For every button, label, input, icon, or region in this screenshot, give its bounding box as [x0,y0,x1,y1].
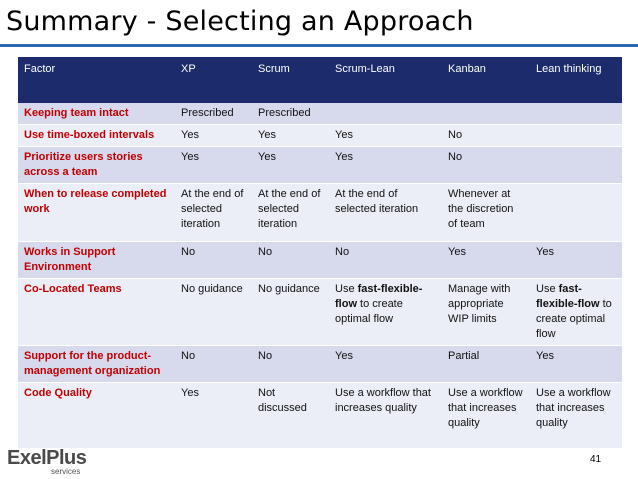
row-factor: When to release completed work [18,184,175,242]
table-cell: Use a workflow that increases quality [530,383,622,449]
row-factor: Works in Support Environment [18,242,175,279]
table-row [18,147,622,184]
company-logo [7,447,97,477]
row-factor: Co-Located Teams [18,279,175,346]
table-cell: Yes [175,383,252,449]
table-cell [442,103,530,125]
table-row [18,184,622,242]
table-cell [530,125,622,147]
table-cell [530,147,622,184]
table-cell: Manage with appropriate WIP limits [442,279,530,346]
header-factor: Factor [18,57,175,103]
slide-title: Summary - Selecting an Approach [6,6,474,37]
row-factor: Use time-boxed intervals [18,125,175,147]
table-cell: Yes [175,147,252,184]
table-cell: No [252,346,329,383]
table-cell: Yes [442,242,530,279]
row-factor: Prioritize users stories across a team [18,147,175,184]
table-row [18,125,622,147]
logo-name: ExelPlus [7,447,87,469]
table-cell: No [175,242,252,279]
emphasis: fast-flexible-flow [536,283,600,310]
table-cell: At the end of selected iteration [175,184,252,242]
table-cell [329,103,442,125]
table-cell: No guidance [252,279,329,346]
table-cell: Yes [252,147,329,184]
comparison-table [18,57,622,449]
table-cell: Yes [530,242,622,279]
table-cell: Use fast-flexible-flow to create optimal flow [329,279,442,346]
table-cell: Prescribed [175,103,252,125]
header-xp: XP [175,57,252,103]
table-cell: No [252,242,329,279]
table-cell: Yes [329,147,442,184]
table-cell: Partial [442,346,530,383]
table-cell: Yes [329,125,442,147]
table-cell: Whenever at the discretion of team [442,184,530,242]
table-cell: Use fast-flexible-flow to create optimal flow [530,279,622,346]
table-cell: No [329,242,442,279]
table-cell: Yes [175,125,252,147]
table-cell: Yes [252,125,329,147]
logo-subtitle: services [51,467,81,476]
table-cell: No guidance [175,279,252,346]
title-divider [0,44,638,47]
table-cell: Prescribed [252,103,329,125]
page-number: 41 [590,454,602,465]
table-cell: Not discussed [252,383,329,449]
table-row [18,242,622,279]
table-cell [530,103,622,125]
emphasis: fast-flexible-flow [335,283,423,310]
table-cell: Yes [530,346,622,383]
table-cell: At the end of selected iteration [252,184,329,242]
table-cell: Use a workflow that increases quality [329,383,442,449]
row-factor: Keeping team intact [18,103,175,125]
header-lean-thinking: Lean thinking [530,57,622,103]
table-cell: No [442,147,530,184]
row-factor: Support for the product-management organization [18,346,175,383]
table-cell: No [175,346,252,383]
header-kanban: Kanban [442,57,530,103]
row-factor: Code Quality [18,383,175,449]
table-cell: Use a workflow that increases quality [442,383,530,449]
header-scrum-lean: Scrum-Lean [329,57,442,103]
table-cell: No [442,125,530,147]
table-row [18,383,622,449]
table-row [18,279,622,346]
table-row [18,346,622,383]
title-bar [0,0,638,42]
header-scrum: Scrum [252,57,329,103]
table-cell: At the end of selected iteration [329,184,442,242]
table-cell [530,184,622,242]
table-row [18,103,622,125]
table-header-row [18,57,622,103]
table-cell: Yes [329,346,442,383]
